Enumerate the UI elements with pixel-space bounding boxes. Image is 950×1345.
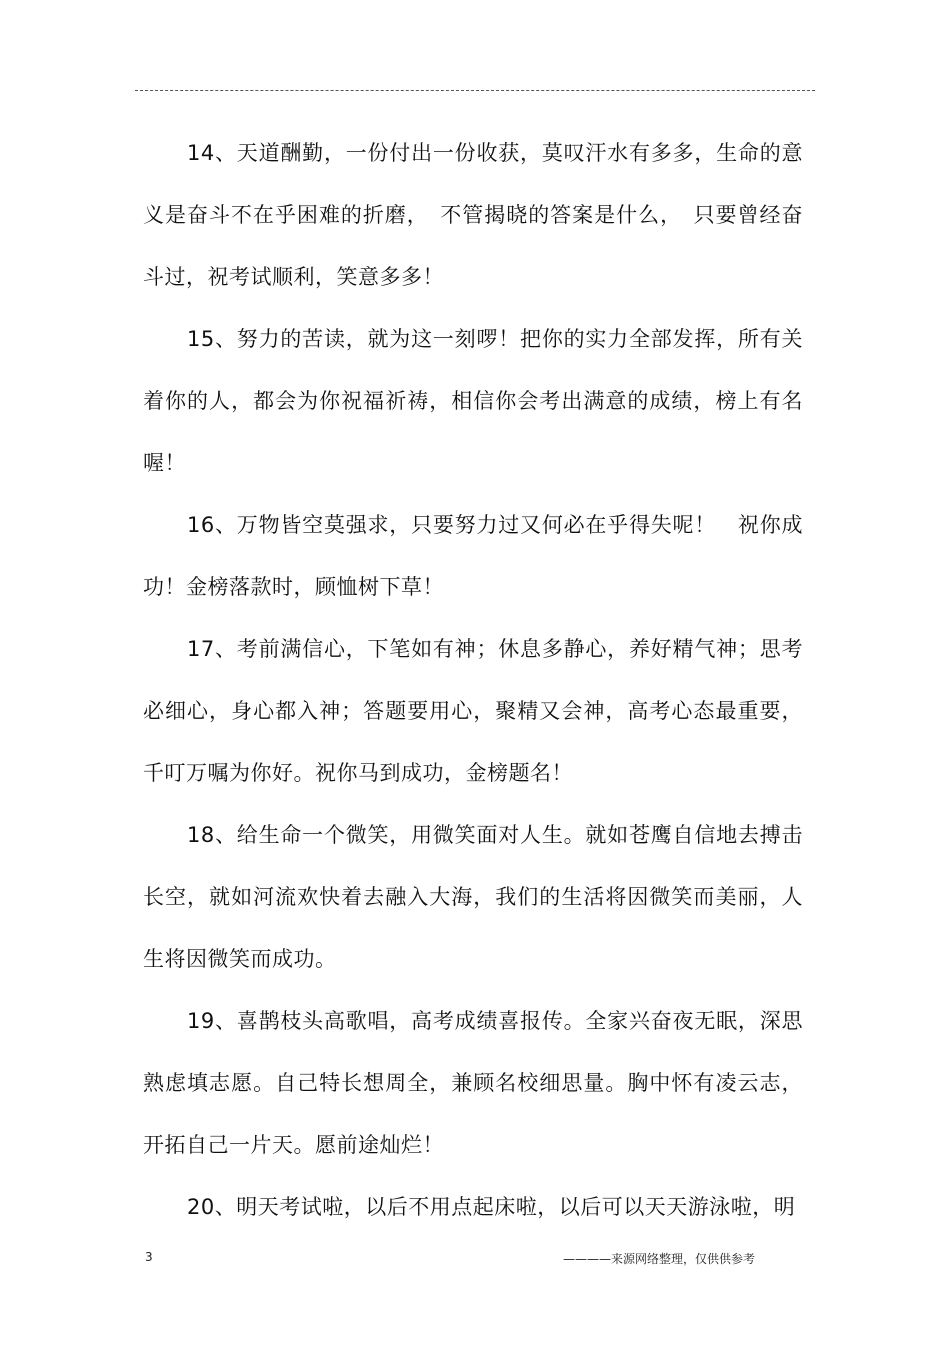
paragraph-18: 18、给生命一个微笑，用微笑面对人生。就如苍鹰自信地去搏击长空，就如河流欢快着去融入大海，我们的生活将因微笑而美丽，人生将因微笑而成功。 <box>143 823 803 971</box>
page-number: 3 <box>145 1250 153 1264</box>
paragraph-20: 20、明天考试啦，以后不用点起床啦，以后可以天天游泳啦，明 <box>187 1195 796 1219</box>
paragraph-16: 16、万物皆空莫强求，只要努力过又何必在乎得失呢！ 祝你成功！金榜落款时，顾恤树下草！ <box>143 513 803 599</box>
paragraph-17: 17、考前满信心，下笔如有神；休息多静心，养好精气神；思考必细心，身心都入神；答题要用心，聚精又会神，高考心态最重要，千叮万嘱为你好。祝你马到成功，金榜题名！ <box>143 637 803 785</box>
paragraph-19: 19、喜鹊枝头高歌唱，高考成绩喜报传。全家兴奋夜无眠，深思熟虑填志愿。自己特长想周全，兼顾名校细思量。胸中怀有凌云志，开拓自己一片天。愿前途灿烂！ <box>143 1009 803 1157</box>
paragraph-14: 14、天道酬勤，一份付出一份收获，莫叹汗水有多多，生命的意义是奋斗不在乎困难的折磨， 不管揭晓的答案是什么， 只要曾经奋斗过，祝考试顺利，笑意多多！ <box>143 141 803 289</box>
source-note: ————来源网络整理，仅供供参考 <box>562 1252 755 1266</box>
paragraph-15: 15、努力的苦读，就为这一刻啰！把你的实力全部发挥，所有关着你的人，都会为你祝福祈祷，相信你会考出满意的成绩，榜上有名喔！ <box>143 327 803 475</box>
document-body <box>143 122 803 1238</box>
header-rule <box>135 90 815 91</box>
